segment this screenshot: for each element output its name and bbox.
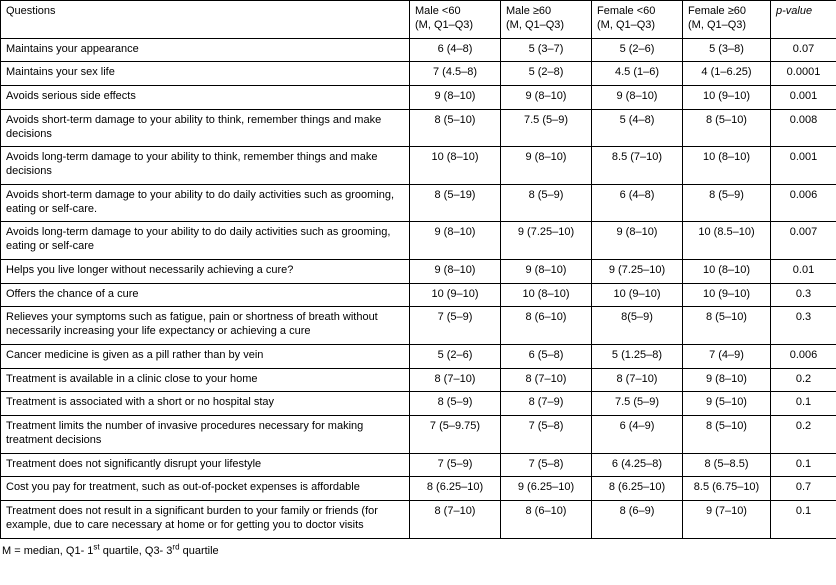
cell-male-ge60: 5 (2–8) — [501, 62, 592, 86]
cell-male-lt60: 9 (8–10) — [410, 86, 501, 110]
table-header — [1, 1, 836, 39]
cell-male-lt60: 8 (5–19) — [410, 184, 501, 222]
cell-female-ge60: 10 (9–10) — [683, 86, 771, 110]
cell-male-ge60: 6 (5–8) — [501, 344, 592, 368]
cell-male-ge60: 7 (5–8) — [501, 453, 592, 477]
cell-male-lt60: 8 (6.25–10) — [410, 477, 501, 501]
column-header-female-lt60-sub: (M, Q1–Q3) — [597, 18, 656, 31]
table-row — [1, 222, 836, 260]
cell-male-lt60: 9 (8–10) — [410, 259, 501, 283]
table-row — [1, 416, 836, 454]
cell-question: Treatment is available in a clinic close to your home — [1, 368, 410, 392]
cell-female-ge60: 10 (8–10) — [683, 259, 771, 283]
cell-p-value: 0.1 — [771, 501, 836, 539]
cell-question: Maintains your sex life — [1, 62, 410, 86]
column-header-male-lt60 — [410, 1, 501, 39]
cell-female-ge60: 8 (5–10) — [683, 307, 771, 345]
table-row — [1, 109, 836, 147]
table-row — [1, 344, 836, 368]
cell-male-ge60: 8 (5–9) — [501, 184, 592, 222]
cell-male-ge60: 9 (8–10) — [501, 147, 592, 185]
cell-female-ge60: 8 (5–9) — [683, 184, 771, 222]
table-body — [1, 38, 836, 538]
table-row — [1, 283, 836, 307]
table-row — [1, 477, 836, 501]
cell-female-lt60: 9 (8–10) — [592, 222, 683, 260]
cell-male-lt60: 5 (2–6) — [410, 344, 501, 368]
cell-male-ge60: 8 (6–10) — [501, 307, 592, 345]
cell-p-value: 0.01 — [771, 259, 836, 283]
footnote-prefix: M = median, Q1- 1 — [2, 544, 94, 557]
cell-p-value: 0.2 — [771, 368, 836, 392]
cell-male-ge60: 8 (6–10) — [501, 501, 592, 539]
cell-female-lt60: 6 (4–9) — [592, 416, 683, 454]
cell-male-ge60: 9 (8–10) — [501, 259, 592, 283]
cell-male-ge60: 8 (7–9) — [501, 392, 592, 416]
cell-question: Maintains your appearance — [1, 38, 410, 62]
footnote-suffix: quartile — [179, 544, 219, 557]
cell-female-lt60: 8 (6.25–10) — [592, 477, 683, 501]
cell-question: Treatment is associated with a short or no hospital stay — [1, 392, 410, 416]
cell-male-lt60: 8 (5–10) — [410, 109, 501, 147]
cell-p-value: 0.07 — [771, 38, 836, 62]
header-row — [1, 1, 836, 39]
cell-female-ge60: 8 (5–10) — [683, 109, 771, 147]
cell-female-lt60: 8.5 (7–10) — [592, 147, 683, 185]
cell-question: Avoids short-term damage to your ability to think, remember things and make decisions — [1, 109, 410, 147]
cell-p-value: 0.3 — [771, 283, 836, 307]
cell-question: Cancer medicine is given as a pill rather than by vein — [1, 344, 410, 368]
cell-female-ge60: 8 (5–10) — [683, 416, 771, 454]
column-header-male-ge60 — [501, 1, 592, 39]
table-row — [1, 368, 836, 392]
cell-female-lt60: 9 (7.25–10) — [592, 259, 683, 283]
cell-question: Avoids long-term damage to your ability to do daily activities such as grooming, eating or self-care — [1, 222, 410, 260]
cell-female-lt60: 8(5–9) — [592, 307, 683, 345]
cell-female-ge60: 8 (5–8.5) — [683, 453, 771, 477]
cell-p-value: 0.0001 — [771, 62, 836, 86]
cell-male-ge60: 10 (8–10) — [501, 283, 592, 307]
cell-question: Avoids short-term damage to your ability to do daily activities such as grooming, eating or self-care. — [1, 184, 410, 222]
cell-p-value: 0.006 — [771, 184, 836, 222]
cell-female-lt60: 5 (1.25–8) — [592, 344, 683, 368]
cell-male-ge60: 8 (7–10) — [501, 368, 592, 392]
cell-male-ge60: 7 (5–8) — [501, 416, 592, 454]
table-footnote — [0, 539, 836, 561]
cell-question: Offers the chance of a cure — [1, 283, 410, 307]
cell-p-value: 0.001 — [771, 86, 836, 110]
cell-male-lt60: 8 (7–10) — [410, 501, 501, 539]
cell-p-value: 0.7 — [771, 477, 836, 501]
cell-male-ge60: 7.5 (5–9) — [501, 109, 592, 147]
cell-male-lt60: 10 (9–10) — [410, 283, 501, 307]
cell-female-lt60: 4.5 (1–6) — [592, 62, 683, 86]
table-row — [1, 453, 836, 477]
cell-p-value: 0.2 — [771, 416, 836, 454]
cell-female-ge60: 9 (8–10) — [683, 368, 771, 392]
column-header-male-ge60-label: Male ≥60 — [506, 5, 552, 17]
cell-question: Cost you pay for treatment, such as out-of-pocket expenses is affordable — [1, 477, 410, 501]
table-row — [1, 501, 836, 539]
cell-male-lt60: 8 (5–9) — [410, 392, 501, 416]
cell-question: Helps you live longer without necessarily achieving a cure? — [1, 259, 410, 283]
footnote-sup-first: st — [93, 541, 100, 551]
column-header-female-lt60 — [592, 1, 683, 39]
cell-female-lt60: 6 (4–8) — [592, 184, 683, 222]
cell-male-lt60: 7 (5–9) — [410, 307, 501, 345]
cell-female-ge60: 8.5 (6.75–10) — [683, 477, 771, 501]
footnote-sup-third: rd — [172, 541, 180, 551]
cell-male-ge60: 9 (8–10) — [501, 86, 592, 110]
table-row — [1, 62, 836, 86]
column-header-p-value: p-value — [771, 1, 836, 39]
cell-question: Avoids serious side effects — [1, 86, 410, 110]
cell-p-value: 0.006 — [771, 344, 836, 368]
cell-male-lt60: 7 (4.5–8) — [410, 62, 501, 86]
cell-female-ge60: 4 (1–6.25) — [683, 62, 771, 86]
cell-female-lt60: 5 (4–8) — [592, 109, 683, 147]
cell-female-ge60: 9 (5–10) — [683, 392, 771, 416]
cell-p-value: 0.007 — [771, 222, 836, 260]
cell-p-value: 0.001 — [771, 147, 836, 185]
column-header-female-lt60-label: Female <60 — [597, 5, 656, 17]
cell-male-ge60: 9 (7.25–10) — [501, 222, 592, 260]
column-header-male-lt60-label: Male <60 — [415, 5, 461, 17]
cell-female-lt60: 10 (9–10) — [592, 283, 683, 307]
cell-p-value: 0.1 — [771, 453, 836, 477]
cell-female-lt60: 8 (6–9) — [592, 501, 683, 539]
cell-question: Relieves your symptoms such as fatigue, pain or shortness of breath without necessarily increasing your life expectancy or achieving a cure — [1, 307, 410, 345]
column-header-questions: Questions — [1, 1, 410, 39]
cell-female-ge60: 5 (3–8) — [683, 38, 771, 62]
column-header-male-ge60-sub: (M, Q1–Q3) — [506, 18, 565, 31]
cell-female-lt60: 7.5 (5–9) — [592, 392, 683, 416]
table-row — [1, 38, 836, 62]
cell-male-lt60: 7 (5–9) — [410, 453, 501, 477]
cell-female-ge60: 7 (4–9) — [683, 344, 771, 368]
cell-male-lt60: 9 (8–10) — [410, 222, 501, 260]
cell-male-ge60: 9 (6.25–10) — [501, 477, 592, 501]
column-header-male-lt60-sub: (M, Q1–Q3) — [415, 18, 474, 31]
cell-p-value: 0.008 — [771, 109, 836, 147]
table-row — [1, 392, 836, 416]
cell-female-ge60: 9 (7–10) — [683, 501, 771, 539]
cell-female-lt60: 5 (2–6) — [592, 38, 683, 62]
cell-question: Treatment limits the number of invasive procedures necessary for making treatment decisions — [1, 416, 410, 454]
cell-p-value: 0.3 — [771, 307, 836, 345]
cell-male-ge60: 5 (3–7) — [501, 38, 592, 62]
cell-p-value: 0.1 — [771, 392, 836, 416]
column-header-female-ge60-sub: (M, Q1–Q3) — [688, 18, 747, 31]
cell-female-lt60: 8 (7–10) — [592, 368, 683, 392]
table-row — [1, 147, 836, 185]
table-row — [1, 307, 836, 345]
table-row — [1, 86, 836, 110]
cell-male-lt60: 8 (7–10) — [410, 368, 501, 392]
cell-female-ge60: 10 (8–10) — [683, 147, 771, 185]
column-header-female-ge60-label: Female ≥60 — [688, 5, 747, 17]
cell-male-lt60: 10 (8–10) — [410, 147, 501, 185]
cell-female-ge60: 10 (9–10) — [683, 283, 771, 307]
cell-male-lt60: 6 (4–8) — [410, 38, 501, 62]
table-row — [1, 259, 836, 283]
cell-question: Treatment does not result in a significant burden to your family or friends (for example, due to care necessary at home or for getting you to doctor visits — [1, 501, 410, 539]
cell-question: Treatment does not significantly disrupt your lifestyle — [1, 453, 410, 477]
cell-question: Avoids long-term damage to your ability to think, remember things and make decisions — [1, 147, 410, 185]
table-row — [1, 184, 836, 222]
cell-male-lt60: 7 (5–9.75) — [410, 416, 501, 454]
column-header-female-ge60 — [683, 1, 771, 39]
cell-female-ge60: 10 (8.5–10) — [683, 222, 771, 260]
cell-female-lt60: 6 (4.25–8) — [592, 453, 683, 477]
footnote-middle: quartile, Q3- 3 — [99, 544, 173, 557]
cell-female-lt60: 9 (8–10) — [592, 86, 683, 110]
